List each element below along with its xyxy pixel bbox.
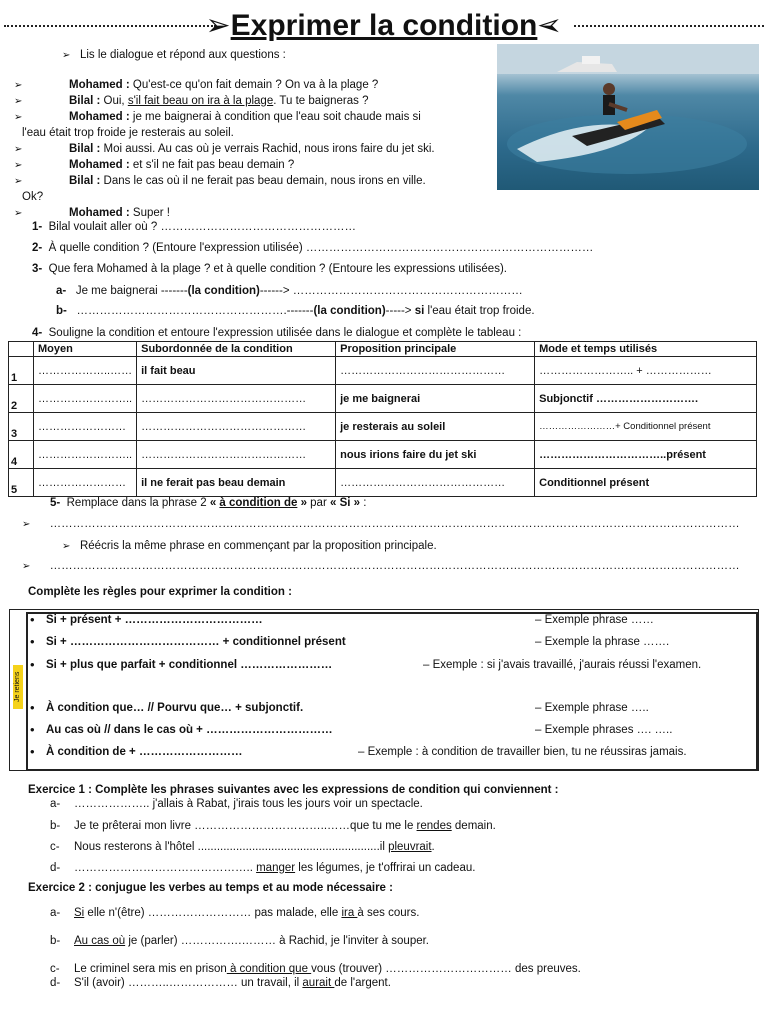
- item-letter: d-: [50, 977, 61, 989]
- table-cell: [535, 385, 757, 413]
- bullet-icon: •: [30, 722, 35, 737]
- table-cell: ……………………..: [34, 441, 137, 469]
- dialogue-text: Qu'est-ce qu'on fait demain ? On va à la plage ?: [132, 79, 379, 91]
- item-text: vous (trouver) …………………………… des preuves.: [311, 963, 581, 975]
- table-cell: ………………………………………: [137, 441, 336, 469]
- bullet-icon: •: [30, 700, 35, 715]
- question-text: ……………………………………………….-------: [76, 305, 314, 317]
- exercise-1-item: [50, 862, 476, 874]
- table-row: [9, 469, 757, 497]
- item-underlined: aurait: [302, 977, 335, 989]
- item-text: elle n'(être) ……………………… pas malade, elle: [84, 907, 342, 919]
- question-bold: (la condition): [187, 285, 260, 297]
- speaker-name: Mohamed :: [69, 111, 130, 123]
- rule-example: – Exemple la phrase …….: [535, 636, 670, 648]
- dialogue-text: je me baignerai à condition que l'eau soit chaude mais si: [132, 111, 421, 123]
- question-letter: b-: [56, 305, 67, 317]
- speaker-name: Bilal :: [69, 143, 101, 155]
- dialogue-line: [14, 159, 295, 171]
- question-text: Que fera Mohamed à la plage ? et à quelle condition ? (Entoure les expressions utilisées).: [48, 263, 507, 275]
- dialogue-line: [14, 143, 435, 155]
- bullet-icon: •: [30, 612, 35, 627]
- item-underlined: pleuvrait: [388, 841, 432, 853]
- question-text: :: [360, 497, 367, 509]
- page-title: [0, 8, 768, 44]
- rule-example: – Exemple : si j'avais travaillé, j'aurais réussi l'examen.: [423, 659, 702, 671]
- question-3a: [56, 285, 523, 297]
- row-number: 4: [9, 441, 34, 469]
- item-text: .: [431, 841, 435, 853]
- table-cell: ……………………+ Conditionnel présent: [535, 413, 757, 441]
- question-bold: (la condition): [313, 305, 386, 317]
- speaker-name: Bilal :: [69, 175, 101, 187]
- answer-line: [22, 518, 740, 530]
- row-number: 2: [9, 385, 34, 413]
- item-text: à ses cours.: [357, 907, 420, 919]
- question-number: 1-: [32, 221, 43, 233]
- exercise-2-heading: Exercice 2 : conjugue les verbes au temps et au mode nécessaire :: [28, 882, 393, 894]
- arrow-bullet-icon: ➢: [14, 160, 23, 171]
- question-bold: à condition de: [219, 497, 298, 509]
- jet-ski-photo: [497, 44, 759, 190]
- table-cell: il ne ferait pas beau demain: [137, 469, 336, 497]
- rule-example: – Exemple phrase …..: [535, 702, 649, 714]
- row-number: 1: [9, 357, 34, 385]
- arrow-bullet-icon: ➢: [14, 80, 23, 91]
- arrow-bullet-icon: ➢: [62, 541, 71, 552]
- rules-heading: Complète les règles pour exprimer la condition :: [28, 586, 292, 598]
- question-text: par: [306, 497, 330, 509]
- item-letter: b-: [50, 935, 61, 947]
- table-cell: ……………………: [34, 413, 137, 441]
- table-cell: ………………………………………: [336, 357, 535, 385]
- intro-line: [62, 49, 286, 61]
- question-bold: « Si »: [329, 497, 361, 509]
- arrow-bullet-icon: ➢: [14, 144, 23, 155]
- item-underlined: rendes: [416, 820, 452, 832]
- arrow-right-icon: ➢: [205, 9, 231, 42]
- item-letter: b-: [50, 820, 61, 832]
- dotted-answer-line: ………………………………………………………………………………………………………………………………………………………………: [49, 560, 740, 572]
- bullet-icon: •: [30, 657, 35, 672]
- table-cell: ……………………..: [34, 385, 137, 413]
- rule-text: À condition que… // Pourvu que… + subjonctif.: [46, 702, 304, 714]
- dialogue-line: [14, 95, 369, 107]
- arrow-bullet-icon: ➢: [14, 208, 23, 219]
- table-cell: …………………….. + ………………: [535, 357, 757, 385]
- arrow-left-icon: ➢: [537, 9, 563, 42]
- question-3b: [56, 305, 535, 317]
- dialogue-underlined: s'il fait beau on ira à la plage: [127, 95, 274, 107]
- jet-ski-illustration: [497, 44, 759, 190]
- dialogue-line: [14, 175, 426, 187]
- arrow-bullet-icon: ➢: [62, 50, 71, 61]
- item-underlined: ira: [341, 907, 358, 919]
- instruction-text: Réécris la même phrase en commençant par la proposition principale.: [79, 540, 437, 552]
- row-number: 5: [9, 469, 34, 497]
- question-text: Je me baignerai -------: [75, 285, 188, 297]
- dialogue-text: Dans le cas où il ne ferait pas beau demain, nous irons en ville.: [103, 175, 426, 187]
- question-bold: »: [297, 497, 307, 509]
- question-text: Remplace dans la phrase 2: [66, 497, 210, 509]
- table-row: [9, 441, 757, 469]
- question-letter: a-: [56, 285, 67, 297]
- rule-example: – Exemple phrases …. …..: [535, 724, 673, 736]
- dialogue-text: Oui,: [103, 95, 128, 107]
- dialogue-line: [14, 79, 379, 91]
- item-letter: c-: [50, 841, 60, 853]
- page-title-text: Exprimer la condition: [230, 9, 538, 42]
- question-number: 3-: [32, 263, 43, 275]
- exercise-1-item: [50, 798, 423, 810]
- bullet-icon: •: [30, 634, 35, 649]
- arrow-bullet-icon: ➢: [14, 112, 23, 123]
- table-cell: il fait beau: [137, 357, 336, 385]
- table-cell: ………………………………………: [137, 385, 336, 413]
- dialogue-text: Super !: [132, 207, 170, 219]
- item-underlined: Au cas où: [74, 935, 126, 947]
- item-text: les légumes, je t'offrirai un cadeau.: [295, 862, 476, 874]
- exercise-2-item: [50, 907, 420, 919]
- question-2: [32, 242, 593, 254]
- table-cell: ………………..……: [34, 357, 137, 385]
- question-text: À quelle condition ? (Entoure l'expression utilisée) …………………………………………………………………: [48, 242, 594, 254]
- item-text: Je te prêterai mon livre ……………………………..……que tu me le: [74, 820, 417, 832]
- question-number: 2-: [32, 242, 43, 254]
- rule-text: Si + ………………………………… + conditionnel présent: [46, 636, 346, 648]
- bullet-icon: •: [30, 744, 35, 759]
- question-1: [32, 221, 356, 233]
- table-cell-text: Subjonctif ……………………….: [539, 392, 699, 405]
- rule-text: Si + présent + ………………………………: [46, 614, 263, 626]
- answer-line: [22, 560, 740, 572]
- exercise-1-heading: Exercice 1 : Complète les phrases suivantes avec les expressions de condition qui conviennent :: [28, 784, 559, 796]
- question-text: ------> ……………………………………………………: [259, 285, 523, 297]
- arrow-bullet-icon: ➢: [22, 519, 31, 530]
- arrow-bullet-icon: ➢: [14, 176, 23, 187]
- speaker-name: Bilal :: [69, 95, 101, 107]
- table-cell: ………………………………………: [137, 413, 336, 441]
- dialogue-text: et s'il ne fait pas beau demain ?: [132, 159, 295, 171]
- question-3: [32, 263, 507, 275]
- question-number: 4-: [32, 327, 43, 339]
- item-letter: d-: [50, 862, 61, 874]
- question-text: ----->: [385, 305, 415, 317]
- question-text: Bilal voulait aller où ? ……………………………………………: [48, 221, 356, 233]
- dotted-answer-line: ………………………………………………………………………………………………………………………………………………………………: [49, 518, 740, 530]
- question-5: [50, 497, 366, 509]
- table-header-cell: Proposition principale: [336, 342, 535, 357]
- dialogue-continuation: l'eau était trop froide je resterais au soleil.: [22, 127, 234, 139]
- rule-example: – Exemple phrase ……: [535, 614, 654, 626]
- item-letter: a-: [50, 798, 61, 810]
- je-retiens-tag: Je retiens: [13, 665, 23, 709]
- item-text: Nous resterons à l'hôtel .........................................................il: [74, 841, 389, 853]
- speaker-name: Mohamed :: [69, 79, 130, 91]
- item-letter: c-: [50, 963, 60, 975]
- dialogue-line: [14, 111, 421, 123]
- item-text: ………………………………………..: [74, 862, 257, 874]
- rule-text: Si + plus que parfait + conditionnel ……………………: [46, 659, 333, 671]
- table-cell: je resterais au soleil: [336, 413, 535, 441]
- rewrite-instruction: [62, 540, 437, 552]
- table-cell: ……………………………..présent: [535, 441, 757, 469]
- table-cell: ……………………: [34, 469, 137, 497]
- item-underlined: à condition que: [226, 963, 312, 975]
- table-header-row: [9, 342, 757, 357]
- dialogue-line: [14, 207, 170, 219]
- dialogue-text: . Tu te baigneras ?: [273, 95, 369, 107]
- question-bold: «: [209, 497, 220, 509]
- exercise-1-item: [50, 841, 435, 853]
- table-cell: je me baignerai: [336, 385, 535, 413]
- speaker-name: Mohamed :: [69, 159, 130, 171]
- exercise-1-item: [50, 820, 496, 832]
- exercise-2-item: [50, 977, 391, 989]
- intro-text: Lis le dialogue et répond aux questions :: [79, 49, 286, 61]
- table-header-cell: Moyen: [34, 342, 137, 357]
- question-bold: si: [414, 305, 425, 317]
- table-cell: Conditionnel présent: [535, 469, 757, 497]
- question-text: Souligne la condition et entoure l'expression utilisée dans le dialogue et complète le tableau :: [48, 327, 522, 339]
- item-text: Le criminel sera mis en prison: [74, 963, 227, 975]
- rule-text: À condition de + ………………………: [46, 746, 243, 758]
- exercise-2-item: [50, 935, 430, 947]
- item-text: je (parler) …………….……… à Rachid, je l'inviter à souper.: [125, 935, 430, 947]
- item-text: demain.: [451, 820, 496, 832]
- row-number: 3: [9, 413, 34, 441]
- item-underlined: Si: [74, 907, 85, 919]
- table-row: [9, 357, 757, 385]
- table-row: [9, 385, 757, 413]
- table-header-cell: Subordonnée de la condition: [137, 342, 336, 357]
- table-header-cell: [9, 342, 34, 357]
- table-header-cell: Mode et temps utilisés: [535, 342, 757, 357]
- question-4: [32, 327, 521, 339]
- rule-example: – Exemple : à condition de travailler bien, tu ne réussiras jamais.: [358, 746, 687, 758]
- table-cell: nous irions faire du jet ski: [336, 441, 535, 469]
- question-text: l'eau était trop froide.: [424, 305, 535, 317]
- table-cell: ………………………………………: [336, 469, 535, 497]
- item-text: ……………….. j'allais à Rabat, j'irais tous les jours voir un spectacle.: [74, 798, 423, 810]
- item-underlined: manger: [256, 862, 296, 874]
- item-text: de l'argent.: [334, 977, 391, 989]
- dialogue-text: Moi aussi. Au cas où je verrais Rachid, nous irons faire du jet ski.: [103, 143, 435, 155]
- speaker-name: Mohamed :: [69, 207, 130, 219]
- table-row: [9, 413, 757, 441]
- question-number: 5-: [50, 497, 61, 509]
- item-text: S'il (avoir) ………..……………… un travail, il: [74, 977, 303, 989]
- condition-table: [8, 341, 757, 497]
- arrow-bullet-icon: ➢: [22, 561, 31, 572]
- dialogue-continuation: Ok?: [22, 191, 44, 203]
- exercise-2-item: [50, 963, 581, 975]
- rule-text: Au cas où // dans le cas où + ……………………………: [46, 724, 333, 736]
- item-letter: a-: [50, 907, 61, 919]
- arrow-bullet-icon: ➢: [14, 96, 23, 107]
